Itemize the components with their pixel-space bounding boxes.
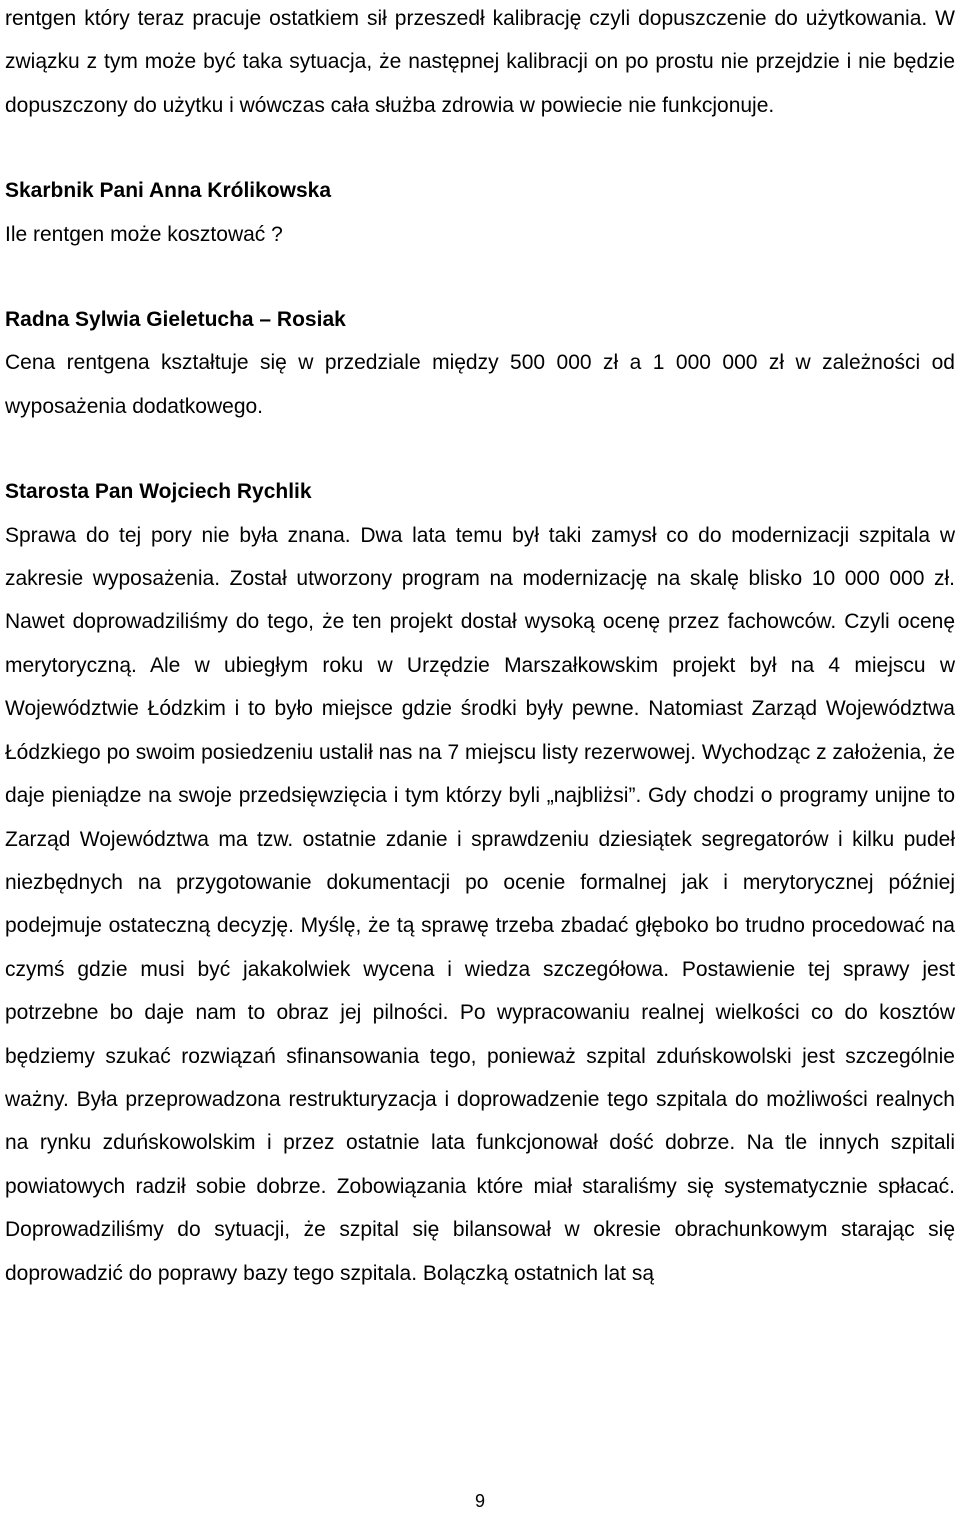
paragraph-gap bbox=[5, 256, 955, 298]
paragraph-gap bbox=[5, 428, 955, 470]
speaker-statement: Ile rentgen może kosztować ? bbox=[5, 222, 283, 246]
speaker-name: Radna Sylwia Gieletucha – Rosiak bbox=[5, 308, 346, 332]
document-page bbox=[5, 0, 955, 1295]
speaker-block-skarbnik bbox=[5, 169, 955, 256]
continued-paragraph: rentgen który teraz pracuje ostatkiem sił przeszedł kalibrację czyli dopuszczenie do użytkowania. W związku z tym może być taka sytuacja, że następnej kalibracji on po prostu nie przejdzie i nie będzie dopuszczony do użytku i wówczas cała służba zdrowia w powiecie nie funkcjonuje. bbox=[5, 7, 955, 117]
speaker-name: Starosta Pan Wojciech Rychlik bbox=[5, 480, 312, 504]
paragraph-gap bbox=[5, 127, 955, 169]
speaker-statement: Cena rentgena kształtuje się w przedziale między 500 000 zł a 1 000 000 zł w zależności od wyposażenia dodatkowego. bbox=[5, 351, 955, 418]
speaker-statement: Sprawa do tej pory nie była znana. Dwa lata temu był taki zamysł co do modernizacji szpitala w zakresie wyposażenia. Został utworzony program na modernizację na skalę blisko 10 000 000 zł. Nawet doprowadziliśmy do tego, że ten projekt dostał wysoką ocenę przez fachowców. Czyli ocenę merytoryczną. Ale w ubiegłym roku w Urzędzie Marszałkowskim projekt był na 4 miejscu w Województwie Łódzkim i to było miejsce gdzie środki były pewne. Natomiast Zarząd Województwa Łódzkiego po swoim posiedzeniu ustalił nas na 7 miejscu listy rezerwowej. Wychodząc z założenia, że daje pieniądze na swoje przedsięwzięcia i tym którzy byli „najbliżsi”. Gdy chodzi o programy unijne to Zarząd Województwa ma tzw. ostatnie zdanie i sprawdzeniu dziesiątek segregatorów i kilku pudeł niezbędnych na przygotowanie dokumentacji po ocenie formalnej jak i merytorycznej później podejmuje ostateczną decyzję. Myślę, że tą sprawę trzeba zbadać głęboko bo trudno procedować na czymś gdzie musi być jakakolwiek wycena i wiedza szczegółowa. Postawienie tej sprawy jest potrzebne bo daje nam to obraz jej pilności. Po wypracowaniu realnej wielkości co do kosztów będziemy szukać rozwiązań sfinansowania tego, ponieważ szpital zduńskowolski jest szczególnie ważny. Była przeprowadzona restrukturyzacja i doprowadzenie tego szpitala do możliwości realnych na rynku zduńskowolskim i przez ostatnie lata funkcjonował dość dobrze. Na tle innych szpitali powiatowych radził sobie dobrze. Zobowiązania które miał staraliśmy się systematycznie spłacać. Doprowadziliśmy do sytuacji, że szpital się bilansował w okresie obrachunkowym starając się doprowadzić do poprawy bazy tego szpitala. Bolączką ostatnich lat są bbox=[5, 523, 955, 1285]
speaker-block-radna bbox=[5, 298, 955, 428]
page-number: 9 bbox=[474, 1491, 485, 1511]
speaker-name: Skarbnik Pani Anna Królikowska bbox=[5, 179, 331, 203]
speaker-block-starosta bbox=[5, 470, 955, 1295]
